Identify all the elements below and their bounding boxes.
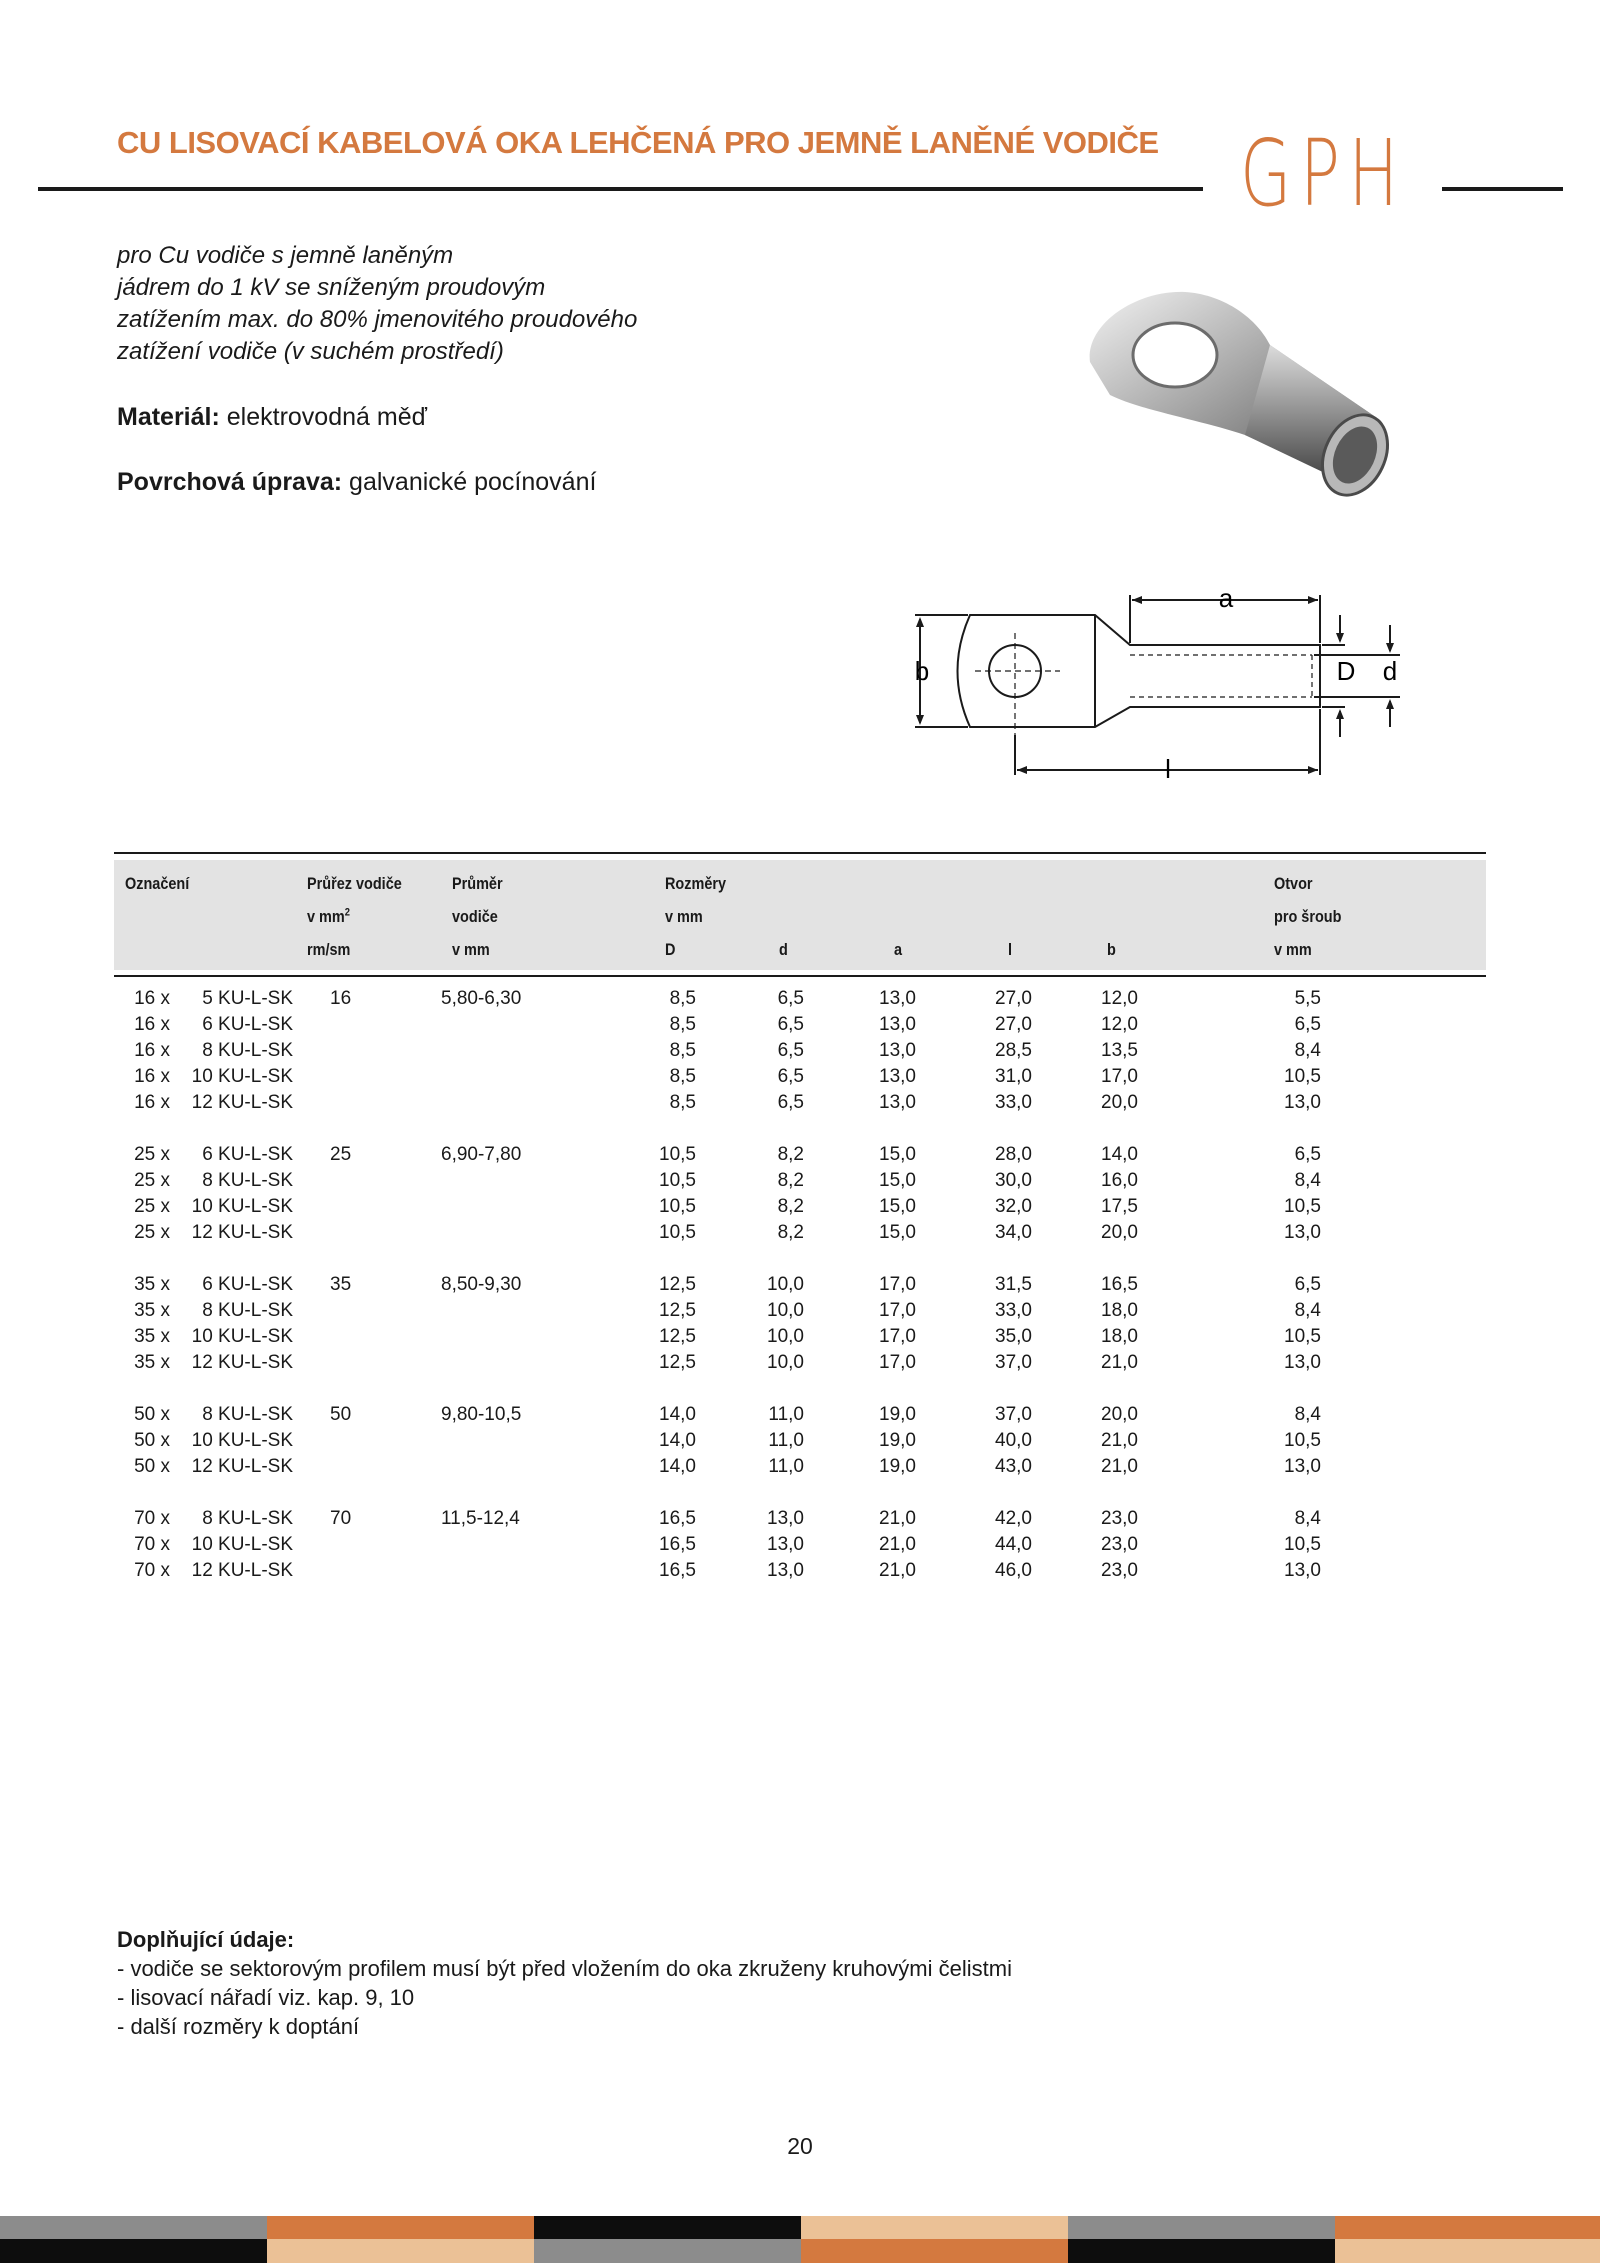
cell-l: 30,0 bbox=[995, 1170, 1032, 1191]
cell-b: 21,0 bbox=[1101, 1352, 1138, 1373]
note-line: - vodiče se sektorovým profilem musí být před vložením do oka zkruženy kruhovými čelistmi bbox=[117, 1956, 1012, 1981]
cell-cross-section: 50 bbox=[330, 1404, 352, 1425]
product-description bbox=[117, 240, 637, 368]
cell-l: 33,0 bbox=[995, 1300, 1032, 1321]
cell-size: 25 x bbox=[134, 1196, 170, 1217]
cell-size: 25 x bbox=[134, 1144, 170, 1165]
cell-bolt: 13,0 bbox=[1284, 1456, 1321, 1477]
cell-bolt: 8,4 bbox=[1294, 1170, 1321, 1191]
cell-size: 35 x bbox=[134, 1352, 170, 1373]
cell-type: 6 KU-L-SK bbox=[202, 1014, 293, 1035]
cell-size: 16 x bbox=[134, 1014, 170, 1035]
header-rozmery: Rozměry v mm D bbox=[665, 874, 727, 959]
header-oznaceni: Označení bbox=[125, 874, 190, 893]
cell-D: 8,5 bbox=[669, 1092, 696, 1113]
cell-size: 70 x bbox=[134, 1508, 170, 1529]
cell-bolt: 10,5 bbox=[1284, 1326, 1321, 1347]
table-row bbox=[0, 1402, 1600, 1428]
cell-b: 14,0 bbox=[1101, 1144, 1138, 1165]
table-row bbox=[0, 1038, 1600, 1064]
cell-d: 10,0 bbox=[767, 1274, 804, 1295]
table-row bbox=[0, 1506, 1600, 1532]
cell-d: 6,5 bbox=[777, 1066, 804, 1087]
table-row-group bbox=[0, 1272, 1600, 1376]
cell-cross-section: 16 bbox=[330, 988, 352, 1009]
cell-d: 10,0 bbox=[767, 1326, 804, 1347]
header-otvor: Otvor pro šroub v mm bbox=[1274, 874, 1342, 959]
cell-size: 25 x bbox=[134, 1222, 170, 1243]
cell-D: 10,5 bbox=[659, 1144, 696, 1165]
cell-size: 35 x bbox=[134, 1300, 170, 1321]
cell-l: 46,0 bbox=[995, 1560, 1032, 1581]
cell-type: 12 KU-L-SK bbox=[191, 1456, 293, 1477]
header-prumer: Průměr vodiče v mm bbox=[452, 874, 503, 959]
cell-D: 10,5 bbox=[659, 1170, 696, 1191]
dimension-label-a: a bbox=[1218, 583, 1234, 613]
material-value: elektrovodná měď bbox=[226, 403, 427, 431]
cell-size: 50 x bbox=[134, 1430, 170, 1451]
cable-lug-photo bbox=[1080, 270, 1410, 530]
cell-b: 23,0 bbox=[1101, 1534, 1138, 1555]
table-row-group bbox=[0, 1142, 1600, 1246]
cell-b: 20,0 bbox=[1101, 1222, 1138, 1243]
cell-size: 35 x bbox=[134, 1326, 170, 1347]
cell-D: 14,0 bbox=[659, 1404, 696, 1425]
cell-D: 12,5 bbox=[659, 1274, 696, 1295]
material-spec bbox=[117, 403, 427, 432]
cell-a: 17,0 bbox=[879, 1326, 916, 1347]
cell-d: 13,0 bbox=[767, 1534, 804, 1555]
footer-stripe bbox=[1335, 2239, 1600, 2263]
cell-l: 32,0 bbox=[995, 1196, 1032, 1217]
dimension-label-D: D bbox=[1336, 656, 1356, 686]
cell-l: 28,5 bbox=[995, 1040, 1032, 1061]
cell-type: 8 KU-L-SK bbox=[202, 1404, 293, 1425]
table-row-group bbox=[0, 1506, 1600, 1584]
cell-d: 6,5 bbox=[777, 1014, 804, 1035]
cell-type: 8 KU-L-SK bbox=[202, 1300, 293, 1321]
header-prurez: Průřez vodiče v $mm^2$ rm/sm bbox=[307, 874, 402, 959]
table-header-rule bbox=[114, 975, 1486, 977]
footer-stripe bbox=[267, 2216, 534, 2240]
note-line: - další rozměry k doptání bbox=[117, 2014, 360, 2039]
cell-D: 12,5 bbox=[659, 1326, 696, 1347]
cell-a: 15,0 bbox=[879, 1144, 916, 1165]
cell-d: 11,0 bbox=[768, 1430, 804, 1451]
cell-D: 14,0 bbox=[659, 1430, 696, 1451]
cell-bolt: 8,4 bbox=[1294, 1404, 1321, 1425]
cell-D: 10,5 bbox=[659, 1196, 696, 1217]
cell-b: 20,0 bbox=[1101, 1092, 1138, 1113]
cell-a: 21,0 bbox=[879, 1560, 916, 1581]
cell-a: 19,0 bbox=[879, 1456, 916, 1477]
cell-size: 16 x bbox=[134, 1040, 170, 1061]
note-line: - lisovací nářadí viz. kap. 9, 10 bbox=[117, 1985, 415, 2010]
cell-l: 42,0 bbox=[995, 1508, 1032, 1529]
cell-diameter: 9,80-10,5 bbox=[441, 1404, 522, 1425]
cell-a: 17,0 bbox=[879, 1300, 916, 1321]
header-rule-left bbox=[38, 187, 1203, 191]
footer-stripe bbox=[1068, 2239, 1335, 2263]
cell-bolt: 8,4 bbox=[1294, 1300, 1321, 1321]
cell-bolt: 13,0 bbox=[1284, 1352, 1321, 1373]
cell-a: 13,0 bbox=[879, 1066, 916, 1087]
footer-stripe bbox=[534, 2239, 801, 2263]
page-number: 20 bbox=[787, 2133, 813, 2159]
technical-drawing bbox=[900, 575, 1410, 785]
footer-stripe bbox=[267, 2239, 534, 2263]
dimension-label-d: d bbox=[1382, 656, 1398, 686]
cell-b: 17,5 bbox=[1101, 1196, 1138, 1217]
cell-d: 6,5 bbox=[777, 1092, 804, 1113]
cell-l: 28,0 bbox=[995, 1144, 1032, 1165]
dimension-label-l: l bbox=[1165, 754, 1171, 784]
material-label: Materiál: bbox=[117, 403, 220, 431]
cell-cross-section: 25 bbox=[330, 1144, 352, 1165]
cell-d: 6,5 bbox=[777, 1040, 804, 1061]
table-row bbox=[0, 1090, 1600, 1116]
footer-stripe bbox=[801, 2239, 1068, 2263]
cell-d: 8,2 bbox=[777, 1144, 804, 1165]
cell-D: 12,5 bbox=[659, 1300, 696, 1321]
cell-l: 27,0 bbox=[995, 1014, 1032, 1035]
cell-cross-section: 70 bbox=[330, 1508, 352, 1529]
table-row bbox=[0, 1532, 1600, 1558]
table-body bbox=[0, 986, 1600, 1610]
cell-bolt: 6,5 bbox=[1294, 1274, 1321, 1295]
table-row-group bbox=[0, 1402, 1600, 1480]
description-line: jádrem do 1 kV se sníženým proudovým bbox=[117, 274, 546, 301]
page-title: CU LISOVACÍ KABELOVÁ OKA LEHČENÁ PRO JEMNĚ LANĚNÉ VODIČE bbox=[117, 125, 1159, 160]
cell-size: 35 x bbox=[134, 1274, 170, 1295]
cell-type: 8 KU-L-SK bbox=[202, 1508, 293, 1529]
description-line: zatížení vodiče (v suchém prostředí) bbox=[117, 338, 504, 365]
header-rule-right bbox=[1442, 187, 1563, 191]
cell-type: 8 KU-L-SK bbox=[202, 1170, 293, 1191]
cell-D: 14,0 bbox=[659, 1456, 696, 1477]
table-row bbox=[0, 1428, 1600, 1454]
cell-a: 19,0 bbox=[879, 1430, 916, 1451]
cell-a: 15,0 bbox=[879, 1196, 916, 1217]
cell-b: 21,0 bbox=[1101, 1430, 1138, 1451]
cell-b: 18,0 bbox=[1101, 1300, 1138, 1321]
cell-d: 10,0 bbox=[767, 1300, 804, 1321]
cell-a: 21,0 bbox=[879, 1508, 916, 1529]
table-row bbox=[0, 1324, 1600, 1350]
footer-stripe bbox=[534, 2216, 801, 2240]
table-row bbox=[0, 1350, 1600, 1376]
cell-D: 10,5 bbox=[659, 1222, 696, 1243]
cell-D: 16,5 bbox=[659, 1534, 696, 1555]
cell-cross-section: 35 bbox=[330, 1274, 352, 1295]
cell-type: 12 KU-L-SK bbox=[191, 1092, 293, 1113]
cell-bolt: 5,5 bbox=[1294, 988, 1321, 1009]
cell-l: 40,0 bbox=[995, 1430, 1032, 1451]
cell-b: 20,0 bbox=[1101, 1404, 1138, 1425]
cell-diameter: 6,90-7,80 bbox=[441, 1144, 522, 1165]
notes-title: Doplňující údaje: bbox=[117, 1927, 295, 1952]
cell-d: 10,0 bbox=[767, 1352, 804, 1373]
cell-bolt: 6,5 bbox=[1294, 1014, 1321, 1035]
cell-a: 17,0 bbox=[879, 1352, 916, 1373]
cell-bolt: 13,0 bbox=[1284, 1560, 1321, 1581]
footer-stripe bbox=[1335, 2216, 1600, 2240]
footer-stripe bbox=[1068, 2216, 1335, 2240]
cell-size: 50 x bbox=[134, 1456, 170, 1477]
cell-D: 8,5 bbox=[669, 1014, 696, 1035]
cell-size: 16 x bbox=[134, 988, 170, 1009]
cell-a: 17,0 bbox=[879, 1274, 916, 1295]
cell-d: 8,2 bbox=[777, 1222, 804, 1243]
cell-b: 23,0 bbox=[1101, 1560, 1138, 1581]
cell-bolt: 8,4 bbox=[1294, 1040, 1321, 1061]
cell-bolt: 10,5 bbox=[1284, 1196, 1321, 1217]
cell-b: 23,0 bbox=[1101, 1508, 1138, 1529]
cell-type: 10 KU-L-SK bbox=[191, 1430, 293, 1451]
header-col-d: d bbox=[779, 940, 788, 959]
cell-l: 35,0 bbox=[995, 1326, 1032, 1347]
cell-d: 13,0 bbox=[767, 1560, 804, 1581]
cell-b: 12,0 bbox=[1101, 988, 1138, 1009]
cell-l: 31,5 bbox=[995, 1274, 1032, 1295]
cell-a: 15,0 bbox=[879, 1222, 916, 1243]
cell-type: 6 KU-L-SK bbox=[202, 1274, 293, 1295]
cell-size: 16 x bbox=[134, 1066, 170, 1087]
cell-type: 8 KU-L-SK bbox=[202, 1040, 293, 1061]
cell-D: 12,5 bbox=[659, 1352, 696, 1373]
cell-b: 16,0 bbox=[1101, 1170, 1138, 1191]
cell-D: 8,5 bbox=[669, 988, 696, 1009]
cell-l: 43,0 bbox=[995, 1456, 1032, 1477]
cell-size: 16 x bbox=[134, 1092, 170, 1113]
cell-D: 8,5 bbox=[669, 1066, 696, 1087]
header-col-a: a bbox=[894, 940, 903, 959]
cell-diameter: 11,5-12,4 bbox=[441, 1508, 520, 1529]
cell-bolt: 10,5 bbox=[1284, 1534, 1321, 1555]
cell-a: 13,0 bbox=[879, 1040, 916, 1061]
description-line: pro Cu vodiče s jemně laněným bbox=[117, 242, 454, 269]
table-row bbox=[0, 1194, 1600, 1220]
cell-b: 21,0 bbox=[1101, 1456, 1138, 1477]
cell-bolt: 13,0 bbox=[1284, 1222, 1321, 1243]
table-row bbox=[0, 1298, 1600, 1324]
footer-color-stripes bbox=[0, 2216, 1600, 2263]
cell-bolt: 10,5 bbox=[1284, 1430, 1321, 1451]
cell-type: 12 KU-L-SK bbox=[191, 1560, 293, 1581]
cell-D: 16,5 bbox=[659, 1560, 696, 1581]
cell-b: 17,0 bbox=[1101, 1066, 1138, 1087]
cell-b: 18,0 bbox=[1101, 1326, 1138, 1347]
cell-type: 10 KU-L-SK bbox=[191, 1196, 293, 1217]
cell-size: 70 x bbox=[134, 1560, 170, 1581]
cell-type: 10 KU-L-SK bbox=[191, 1326, 293, 1347]
cell-a: 15,0 bbox=[879, 1170, 916, 1191]
additional-notes bbox=[117, 1925, 1012, 2041]
table-row bbox=[0, 1272, 1600, 1298]
cell-type: 12 KU-L-SK bbox=[191, 1222, 293, 1243]
table-row bbox=[0, 1012, 1600, 1038]
cell-bolt: 13,0 bbox=[1284, 1092, 1321, 1113]
cell-d: 13,0 bbox=[767, 1508, 804, 1529]
cell-l: 37,0 bbox=[995, 1404, 1032, 1425]
table-row bbox=[0, 1558, 1600, 1584]
surface-spec bbox=[117, 468, 596, 497]
cell-D: 8,5 bbox=[669, 1040, 696, 1061]
cell-type: 10 KU-L-SK bbox=[191, 1066, 293, 1087]
header-col-l: l bbox=[1008, 940, 1013, 959]
table-row bbox=[0, 1064, 1600, 1090]
cell-l: 44,0 bbox=[995, 1534, 1032, 1555]
cell-diameter: 5,80-6,30 bbox=[441, 988, 522, 1009]
table-row bbox=[0, 1220, 1600, 1246]
cell-b: 13,5 bbox=[1101, 1040, 1138, 1061]
cell-bolt: 10,5 bbox=[1284, 1066, 1321, 1087]
cell-a: 13,0 bbox=[879, 1092, 916, 1113]
cell-d: 11,0 bbox=[768, 1404, 804, 1425]
table-top-rule bbox=[114, 852, 1486, 854]
cell-type: 5 KU-L-SK bbox=[202, 988, 293, 1009]
cell-size: 25 x bbox=[134, 1170, 170, 1191]
cell-l: 34,0 bbox=[995, 1222, 1032, 1243]
cell-d: 11,0 bbox=[768, 1456, 804, 1477]
cell-bolt: 8,4 bbox=[1294, 1508, 1321, 1529]
surface-label: Povrchová úprava: bbox=[117, 468, 343, 496]
cell-l: 31,0 bbox=[995, 1066, 1032, 1087]
cell-l: 37,0 bbox=[995, 1352, 1032, 1373]
cell-a: 13,0 bbox=[879, 988, 916, 1009]
cell-type: 10 KU-L-SK bbox=[191, 1534, 293, 1555]
table-row bbox=[0, 1142, 1600, 1168]
cell-type: 12 KU-L-SK bbox=[191, 1352, 293, 1373]
cell-b: 12,0 bbox=[1101, 1014, 1138, 1035]
cell-l: 27,0 bbox=[995, 988, 1032, 1009]
cell-l: 33,0 bbox=[995, 1092, 1032, 1113]
cell-size: 50 x bbox=[134, 1404, 170, 1425]
cell-D: 16,5 bbox=[659, 1508, 696, 1529]
cell-type: 6 KU-L-SK bbox=[202, 1144, 293, 1165]
cell-d: 6,5 bbox=[777, 988, 804, 1009]
cell-diameter: 8,50-9,30 bbox=[441, 1274, 522, 1295]
cell-a: 19,0 bbox=[879, 1404, 916, 1425]
cell-size: 70 x bbox=[134, 1534, 170, 1555]
header-col-b: b bbox=[1107, 940, 1116, 959]
cell-a: 13,0 bbox=[879, 1014, 916, 1035]
surface-value: galvanické pocínování bbox=[349, 468, 597, 496]
dimension-label-b: b bbox=[914, 656, 930, 686]
table-row bbox=[0, 986, 1600, 1012]
table-row-group bbox=[0, 986, 1600, 1116]
cell-bolt: 6,5 bbox=[1294, 1144, 1321, 1165]
description-line: zatížením max. do 80% jmenovitého proudového bbox=[117, 306, 638, 333]
cell-d: 8,2 bbox=[777, 1196, 804, 1217]
cell-a: 21,0 bbox=[879, 1534, 916, 1555]
cell-b: 16,5 bbox=[1101, 1274, 1138, 1295]
footer-stripe bbox=[0, 2239, 267, 2263]
footer-stripe bbox=[0, 2216, 267, 2240]
footer-stripe bbox=[801, 2216, 1068, 2240]
table-row bbox=[0, 1168, 1600, 1194]
brand-logo: GPH bbox=[1240, 120, 1408, 227]
cell-d: 8,2 bbox=[777, 1170, 804, 1191]
table-row bbox=[0, 1454, 1600, 1480]
